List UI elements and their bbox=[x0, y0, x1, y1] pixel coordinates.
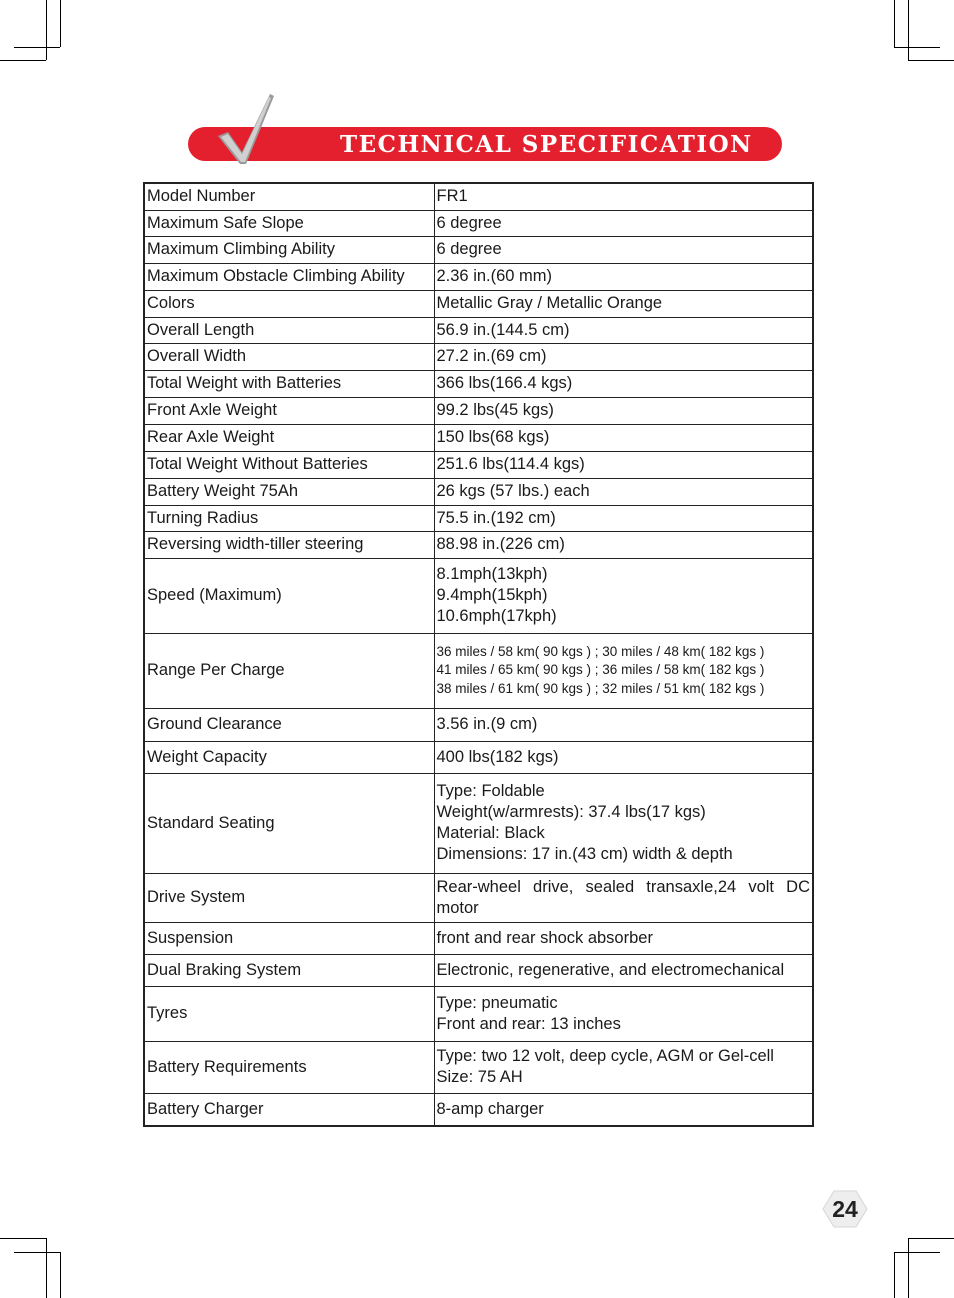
spec-value-line: Front and rear: 13 inches bbox=[436, 1014, 621, 1033]
spec-row bbox=[144, 633, 813, 708]
spec-row bbox=[144, 922, 813, 954]
spec-value-line: Rear-wheel drive, sealed transaxle,24 volt DC motor bbox=[436, 877, 810, 917]
spec-value-line: 400 lbs(182 kgs) bbox=[436, 747, 559, 766]
spec-value bbox=[434, 505, 813, 531]
spec-row bbox=[144, 873, 813, 922]
spec-value-line: Size: 75 AH bbox=[436, 1068, 523, 1086]
spec-table bbox=[143, 182, 814, 1127]
spec-label: Colors bbox=[144, 290, 434, 317]
spec-row bbox=[144, 478, 813, 505]
spec-value bbox=[434, 451, 813, 478]
spec-row bbox=[144, 397, 813, 424]
spec-value bbox=[434, 478, 813, 505]
crop-mark bbox=[60, 1252, 61, 1298]
spec-label: Rear Axle Weight bbox=[144, 424, 434, 451]
spec-value-line: 3.56 in.(9 cm) bbox=[436, 715, 538, 733]
spec-value bbox=[434, 370, 813, 397]
spec-value-line: 10.6mph(17kph) bbox=[436, 607, 557, 625]
crop-mark bbox=[14, 47, 60, 48]
spec-value-line: 251.6 lbs(114.4 kgs) bbox=[436, 455, 585, 473]
crop-mark bbox=[14, 1252, 60, 1253]
crop-mark bbox=[894, 47, 940, 48]
spec-row bbox=[144, 370, 813, 397]
spec-value-line: Type: pneumatic bbox=[436, 993, 558, 1012]
spec-value-line: 41 miles / 65 km( 90 kgs ) ; 36 miles / 58 km( 182 kgs ) bbox=[436, 662, 765, 678]
spec-value-line: 26 kgs (57 lbs.) each bbox=[436, 482, 590, 500]
spec-value bbox=[434, 741, 813, 773]
spec-row bbox=[144, 741, 813, 773]
spec-value bbox=[434, 986, 813, 1041]
spec-value-line: 6 degree bbox=[436, 213, 502, 232]
spec-value bbox=[434, 954, 813, 986]
spec-value-line: 2.36 in.(60 mm) bbox=[436, 267, 553, 285]
spec-value bbox=[434, 633, 813, 708]
spec-row bbox=[144, 290, 813, 317]
spec-label: Battery Requirements bbox=[144, 1041, 434, 1093]
spec-value-line: Electronic, regenerative, and electromechanical bbox=[436, 960, 785, 979]
spec-label: Ground Clearance bbox=[144, 708, 434, 741]
spec-label: Total Weight with Batteries bbox=[144, 370, 434, 397]
crop-mark bbox=[0, 1238, 46, 1239]
spec-row bbox=[144, 531, 813, 558]
spec-row bbox=[144, 236, 813, 263]
spec-value-line: 56.9 in.(144.5 cm) bbox=[436, 320, 570, 339]
spec-value bbox=[434, 397, 813, 424]
spec-value bbox=[434, 1093, 813, 1126]
spec-label: Standard Seating bbox=[144, 773, 434, 873]
spec-label: Maximum Climbing Ability bbox=[144, 236, 434, 263]
spec-label: Speed (Maximum) bbox=[144, 558, 434, 633]
spec-value bbox=[434, 531, 813, 558]
spec-label: Turning Radius bbox=[144, 505, 434, 531]
spec-value-line: 99.2 lbs(45 kgs) bbox=[436, 401, 554, 419]
spec-row bbox=[144, 1093, 813, 1126]
spec-label: Drive System bbox=[144, 873, 434, 922]
spec-value-line: Material: Black bbox=[436, 824, 545, 842]
crop-mark bbox=[908, 1238, 909, 1298]
spec-label: Maximum Safe Slope bbox=[144, 210, 434, 236]
spec-value-line: front and rear shock absorber bbox=[436, 928, 653, 947]
spec-label: Battery Charger bbox=[144, 1093, 434, 1126]
spec-row bbox=[144, 954, 813, 986]
spec-value-line: Type: Foldable bbox=[436, 782, 545, 800]
crop-mark bbox=[908, 60, 954, 61]
spec-label: Model Number bbox=[144, 183, 434, 210]
spec-value-line: 8.1mph(13kph) bbox=[436, 565, 548, 583]
spec-value-line: 366 lbs(166.4 kgs) bbox=[436, 374, 573, 392]
spec-value-line: 9.4mph(15kph) bbox=[436, 586, 548, 604]
spec-value-line: 38 miles / 61 km( 90 kgs ) ; 32 miles / 51 km( 182 kgs ) bbox=[436, 680, 765, 696]
spec-row bbox=[144, 210, 813, 236]
crop-mark bbox=[908, 0, 909, 60]
spec-label: Maximum Obstacle Climbing Ability bbox=[144, 263, 434, 290]
spec-value-line: Type: two 12 volt, deep cycle, AGM or Gel-cell bbox=[436, 1047, 774, 1065]
crop-mark bbox=[46, 0, 47, 60]
spec-value bbox=[434, 873, 813, 922]
page-title: TECHNICAL SPECIFICATION bbox=[340, 131, 753, 158]
spec-label: Front Axle Weight bbox=[144, 397, 434, 424]
spec-value-line: 75.5 in.(192 cm) bbox=[436, 508, 556, 527]
spec-row bbox=[144, 263, 813, 290]
spec-label: Battery Weight 75Ah bbox=[144, 478, 434, 505]
spec-value-line: 6 degree bbox=[436, 240, 502, 258]
spec-value bbox=[434, 263, 813, 290]
spec-label: Overall Length bbox=[144, 317, 434, 343]
spec-row bbox=[144, 183, 813, 210]
spec-value bbox=[434, 922, 813, 954]
spec-value-line: FR1 bbox=[436, 187, 468, 206]
crop-mark bbox=[894, 1252, 940, 1253]
spec-label: Range Per Charge bbox=[144, 633, 434, 708]
spec-value bbox=[434, 1041, 813, 1093]
spec-value bbox=[434, 183, 813, 210]
spec-label: Tyres bbox=[144, 986, 434, 1041]
page-number: 24 bbox=[832, 1196, 858, 1222]
spec-label: Overall Width bbox=[144, 343, 434, 370]
spec-value-line: 27.2 in.(69 cm) bbox=[436, 347, 547, 365]
spec-value-line: 36 miles / 58 km( 90 kgs ) ; 30 miles / 48 km( 182 kgs ) bbox=[436, 643, 765, 659]
spec-row bbox=[144, 424, 813, 451]
spec-value bbox=[434, 708, 813, 741]
crop-mark bbox=[46, 1238, 47, 1298]
crop-mark bbox=[0, 60, 46, 61]
spec-row bbox=[144, 317, 813, 343]
spec-value bbox=[434, 558, 813, 633]
spec-value-line: Weight(w/armrests): 37.4 lbs(17 kgs) bbox=[436, 803, 706, 821]
spec-label: Suspension bbox=[144, 922, 434, 954]
spec-value bbox=[434, 343, 813, 370]
crop-mark bbox=[60, 0, 61, 47]
spec-row bbox=[144, 986, 813, 1041]
spec-value bbox=[434, 317, 813, 343]
spec-row bbox=[144, 708, 813, 741]
spec-value bbox=[434, 424, 813, 451]
spec-value-line: Metallic Gray / Metallic Orange bbox=[436, 294, 663, 312]
spec-label: Dual Braking System bbox=[144, 954, 434, 986]
spec-row bbox=[144, 1041, 813, 1093]
crop-mark bbox=[894, 0, 895, 47]
spec-row bbox=[144, 773, 813, 873]
spec-label: Reversing width-tiller steering bbox=[144, 531, 434, 558]
spec-value-line: Dimensions: 17 in.(43 cm) width & depth bbox=[436, 845, 733, 863]
spec-value bbox=[434, 290, 813, 317]
crop-mark bbox=[908, 1238, 954, 1239]
checkmark-icon bbox=[216, 92, 276, 166]
spec-value-line: 150 lbs(68 kgs) bbox=[436, 428, 550, 446]
spec-value-line: 88.98 in.(226 cm) bbox=[436, 535, 565, 553]
spec-value-line: 8-amp charger bbox=[436, 1099, 544, 1118]
spec-value bbox=[434, 236, 813, 263]
spec-row bbox=[144, 451, 813, 478]
spec-value bbox=[434, 773, 813, 873]
spec-row bbox=[144, 505, 813, 531]
crop-mark bbox=[894, 1252, 895, 1298]
spec-row bbox=[144, 343, 813, 370]
spec-value bbox=[434, 210, 813, 236]
spec-label: Weight Capacity bbox=[144, 741, 434, 773]
spec-row bbox=[144, 558, 813, 633]
spec-label: Total Weight Without Batteries bbox=[144, 451, 434, 478]
